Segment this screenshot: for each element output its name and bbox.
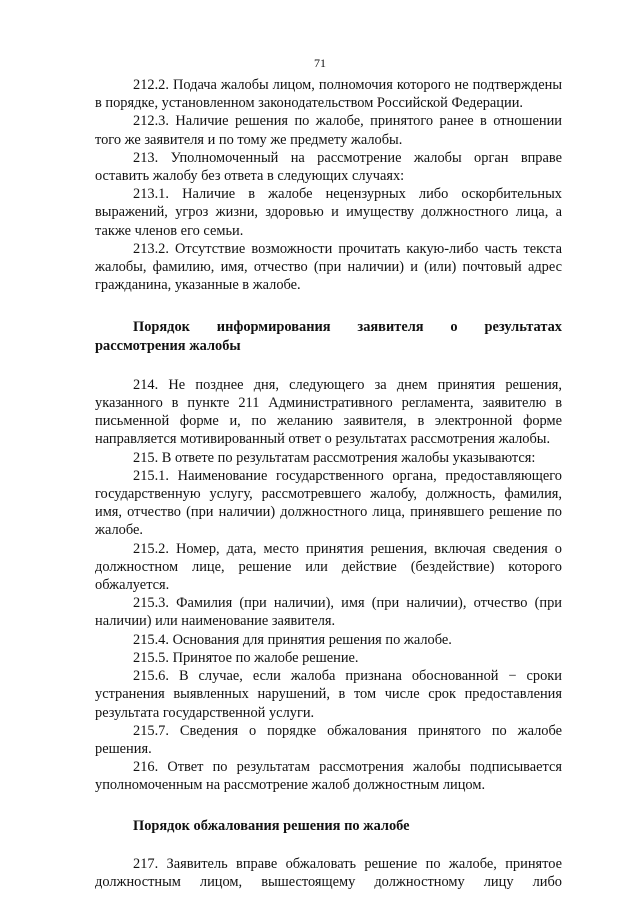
spacer <box>95 795 562 817</box>
paragraph-213: 213. Уполномоченный на рассмотрение жалобы орган вправе оставить жалобу без ответа в следующих случаях: <box>95 149 562 185</box>
paragraph-212-3: 212.3. Наличие решения по жалобе, принятого ранее в отношении того же заявителя и по тому же предмету жалобы. <box>95 113 562 148</box>
paragraph-217: 217. Заявитель вправе обжаловать решение по жалобе, принятое должностным лицом, вышестоящему должностному лицу либо <box>95 855 562 890</box>
paragraph-215-1: 215.1. Наименование государственного органа, предоставляющего государственную услугу, рассмотревшего жалобу, должность, фамилия, имя, отчество (при наличии) должностного лица, принявшего решение по жалобе. <box>95 467 562 539</box>
paragraph-215-3: 215.3. Фамилия (при наличии), имя (при наличии), отчество (при наличии) или наименование заявителя. <box>95 595 562 630</box>
paragraph-215-5: 215.5. Принятое по жалобе решение. <box>133 649 359 666</box>
section-heading-informing: Порядок информирования заявителя о результатах рассмотрения жалобы <box>95 319 562 354</box>
spacer <box>95 294 562 318</box>
page-number: 71 <box>314 56 326 70</box>
paragraph-214: 214. Не позднее дня, следующего за днем принятия решения, указанного в пункте 211 Административного регламента, заявителю в письменной форме и, по желанию заявителя, в электронной форме направляется мотивированный ответ о результатах рассмотрения жалобы. <box>95 376 562 448</box>
spacer <box>95 835 562 855</box>
paragraph-215-6: 215.6. В случае, если жалоба признана обоснованной − сроки устранения выявленных нарушений, в том числе срок предоставления результата государственной услуги. <box>95 668 562 721</box>
paragraph-215-4: 215.4. Основания для принятия решения по жалобе. <box>133 631 452 648</box>
paragraph-213-1: 213.1. Наличие в жалобе нецензурных либо оскорбительных выражений, угроз жизни, здоровью и имуществу должностного лица, а также членов его семьи. <box>95 186 562 239</box>
paragraph-213-2: 213.2. Отсутствие возможности прочитать какую-либо часть текста жалобы, фамилию, имя, отчество (при наличии) и (или) почтовый адрес гражданина, указанные в жалобе. <box>95 240 562 294</box>
document-body <box>95 76 562 891</box>
spacer <box>95 355 562 376</box>
paragraph-212-2: 212.2. Подача жалобы лицом, полномочия которого не подтверждены в порядке, установленном законодательством Российской Федерации. <box>95 77 562 112</box>
paragraph-215: 215. В ответе по результатам рассмотрения жалобы указываются: <box>133 449 536 466</box>
paragraph-215-2: 215.2. Номер, дата, место принятия решения, включая сведения о должностном лице, решение или действие (бездействие) которого обжалуется. <box>95 540 562 594</box>
paragraph-215-7: 215.7. Сведения о порядке обжалования принятого по жалобе решения. <box>95 722 562 757</box>
section-heading-appeal: Порядок обжалования решения по жалобе <box>133 817 410 834</box>
paragraph-216: 216. Ответ по результатам рассмотрения жалобы подписывается уполномоченным на рассмотрение жалоб должностным лицом. <box>95 759 562 794</box>
